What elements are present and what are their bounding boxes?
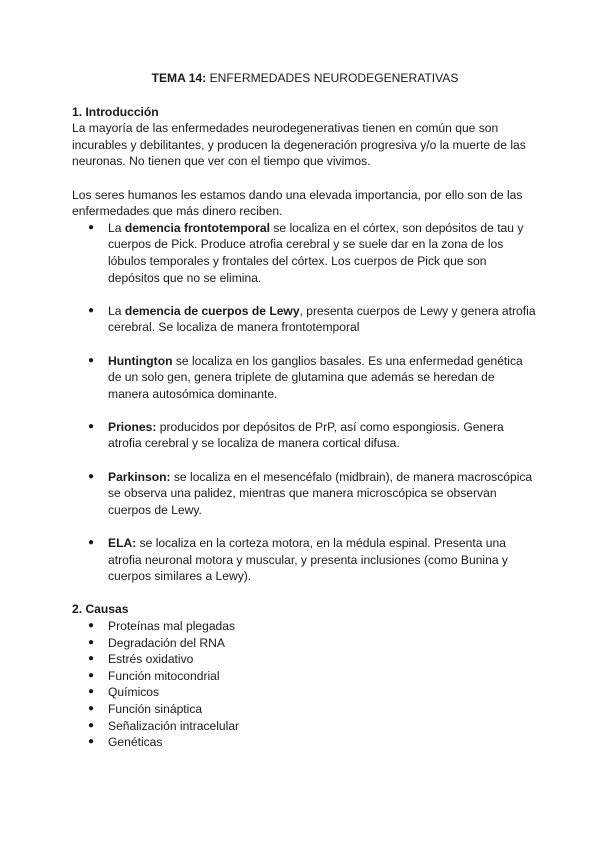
- bullet-icon: ●: [88, 304, 95, 316]
- term-bold: demencia frontotemporal: [124, 220, 270, 235]
- list-item: ● Proteínas mal plegadas: [88, 619, 236, 633]
- list-item: ● Degradación del RNA: [88, 635, 225, 650]
- bullet-icon: ●: [88, 736, 95, 748]
- list-item: ● Función mitocondrial: [88, 668, 220, 683]
- bullet-icon: ●: [88, 702, 95, 714]
- section-heading-introduccion: 1. Introducción: [72, 104, 159, 119]
- bullet-icon: ●: [88, 470, 95, 482]
- term-bold: Huntington: [108, 353, 173, 368]
- list-item: ● Genéticas: [88, 735, 163, 750]
- list-item: ● Químicos: [88, 685, 160, 700]
- document-title: [72, 70, 538, 87]
- term-bold: Parkinson:: [108, 469, 171, 484]
- section-heading-causas: 2. Causas: [72, 602, 129, 617]
- list-item: ● Señalización intracelular: [88, 718, 240, 733]
- title-text: ENFERMEDADES NEURODEGENERATIVAS: [206, 71, 459, 85]
- bullet-icon: ●: [88, 669, 95, 681]
- bullet-icon: ●: [88, 653, 95, 665]
- causes-list: [72, 618, 538, 751]
- intro-paragraph-2: Los seres humanos les estamos dando una elevada importancia, por ello son de las enfermedades que más dinero reciben.: [72, 187, 523, 219]
- bullet-icon: ●: [88, 620, 95, 631]
- list-item-priones: ● Priones: producidos por depósitos de PrP, así como espongiosis. Genera atrofia cerebral y se localiza de manera cortical difusa.: [88, 419, 504, 451]
- list-item-ela: ● ELA: se localiza en la corteza motora, en la médula espinal. Presenta una atrofia neuronal motora y muscular, y presenta inclusiones (como Bunina y cuerpos similares a Lewy).: [88, 536, 508, 584]
- list-item-parkinson: ● Parkinson: se localiza en el mesencéfalo (midbrain), de manera macroscópica se observa una palidez, mientras que manera microscópica se observan cuerpos de Lewy.: [88, 469, 533, 517]
- document-page: [72, 70, 538, 751]
- bullet-icon: ●: [88, 719, 95, 731]
- bullet-icon: ●: [88, 686, 95, 698]
- list-item-demencia-lewy: ● La demencia de cuerpos de Lewy, presenta cuerpos de Lewy y genera atrofia cerebral. Se localiza de manera frontotemporal: [88, 303, 536, 335]
- term-bold: Priones:: [108, 419, 157, 434]
- term-bold: demencia de cuerpos de Lewy: [124, 303, 300, 318]
- bullet-icon: ●: [88, 420, 95, 432]
- bullet-icon: ●: [88, 354, 95, 366]
- list-item: ● Función sináptica: [88, 701, 203, 716]
- list-item-demencia-frontotemporal: ● La demencia frontotemporal se localiza en el córtex, son depósitos de tau y cuerpos de Pick. Produce atrofia cerebral y se suele dar en la zona de los lóbulos temporales y frontales del córtex. Los cuerpos de Pick que son depósitos que no se elimina.: [88, 220, 524, 285]
- title-prefix: TEMA 14:: [151, 71, 207, 85]
- list-item-huntington: ● Huntington se localiza en los ganglios basales. Es una enfermedad genética de un solo gen, genera triplete de glutamina que además se heredan de manera autosómica dominante.: [88, 353, 523, 401]
- bullet-icon: ●: [88, 537, 95, 549]
- disease-list: [72, 220, 538, 585]
- intro-paragraph-1: La mayoría de las enfermedades neurodegenerativas tienen en común que son incurables y debilitantes, y producen la degeneración progresiva y/o la muerte de las neuronas. No tienen que ver con el tiempo que vivimos.: [72, 121, 526, 169]
- term-bold: ELA:: [108, 536, 137, 551]
- bullet-icon: ●: [88, 221, 95, 233]
- list-item: ● Estrés oxidativo: [88, 652, 194, 667]
- bullet-icon: ●: [88, 636, 95, 648]
